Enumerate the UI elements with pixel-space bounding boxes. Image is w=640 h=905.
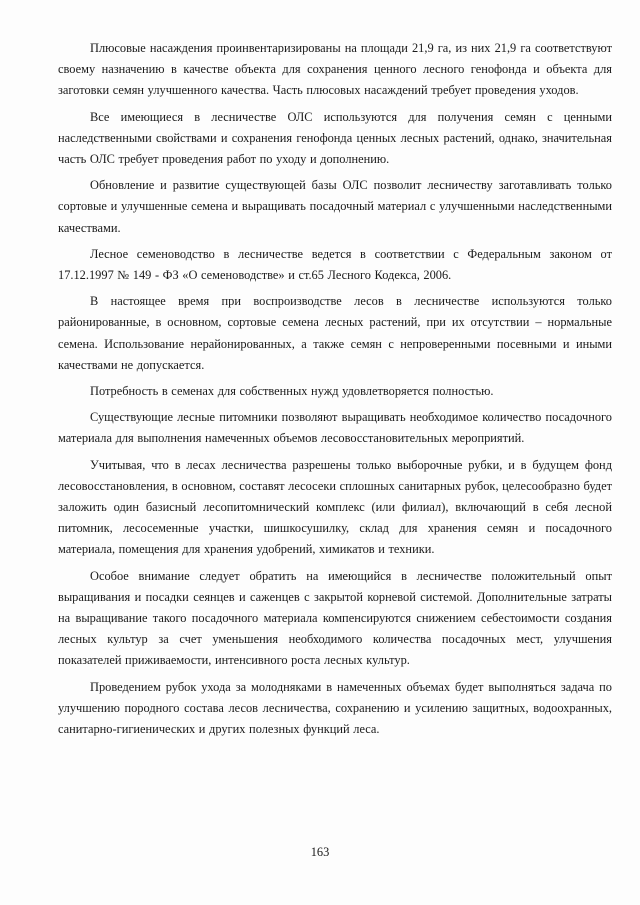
paragraph-seed-law: Лесное семеноводство в лесничестве ведется в соответствии с Федеральным законом от 17.12.1997 № 149 - ФЗ «О семеноводстве» и ст.65 Лесного Кодекса, 2006. bbox=[58, 246, 612, 283]
page-number: 163 bbox=[310, 845, 330, 859]
paragraph-thinning: Проведением рубок ухода за молодняками в намеченных объемах будет выполняться задача по улучшению породного состава лесов лесничества, сохранению и усилению защитных, водоохранных, санитарно-гигиенических и других полезных функций леса. bbox=[58, 679, 612, 737]
paragraph-nurseries: Существующие лесные питомники позволяют выращивать необходимое количество посадочного материала для выполнения намеченных объемов лесовосстановительных мероприятий. bbox=[58, 410, 612, 446]
paragraph-ols-development: Обновление и развитие существующей базы ОЛС позволит лесничеству заготавливать только сортовые и улучшенные семена и выращивать посадочный материал с улучшенными наследственными качествами. bbox=[58, 178, 612, 235]
paragraph-seed-demand: Потребность в семенах для собственных нужд удовлетворяется полностью. bbox=[90, 384, 494, 399]
paragraph-seed-usage: В настоящее время при воспроизводстве лесов в лесничестве используются только районированные, в основном, сортовые семена лесных растений, при их отсутствии – нормальные семена. Использование нерайонированных, а также семян с непроверенными посевными и иными качествами не допускается. bbox=[58, 294, 612, 372]
paragraph-closed-root: Особое внимание следует обратить на имеющийся в лесничестве положительный опыт выращивания и посадки сеянцев и саженцев с закрытой корневой системой. Дополнительные затраты на выращивание такого посадочного материала компенсируются снижением себестоимости создания лесных культур за счет уменьшения необходимого количества посадочных мест, улучшения показателей приживаемости, интенсивного роста лесных культур. bbox=[58, 568, 612, 668]
paragraph-plus-stands: Плюсовые насаждения проинвентаризированы на площади 21,9 га, из них 21,9 га соответствуют своему назначению в качестве объекта для сохранения ценного лесного генофонда и объекта для заготовки семян улучшенного качества. Часть плюсовых насаждений требует проведения уходов. bbox=[58, 41, 612, 98]
paragraph-ols-usage: Все имеющиеся в лесничестве ОЛС используются для получения семян с ценными наследственными свойствами и сохранения генофонда ценных лесных растений, однако, значительная часть ОЛС требует проведения работ по уходу и дополнению. bbox=[58, 109, 612, 167]
paragraph-nursery-complex: Учитывая, что в лесах лесничества разрешены только выборочные рубки, и в будущем фонд лесовосстановления, в основном, составят лесосеки сплошных санитарных рубок, целесообразно будет заложить один базисный лесопитомнический комплекс (или филиал), включающий в себя лесной питомник, лесосеменные участки, шишкосушилку, склад для хранения семян и посадочного материала, помещения для хранения удобрений, химикатов и техники. bbox=[58, 457, 612, 557]
